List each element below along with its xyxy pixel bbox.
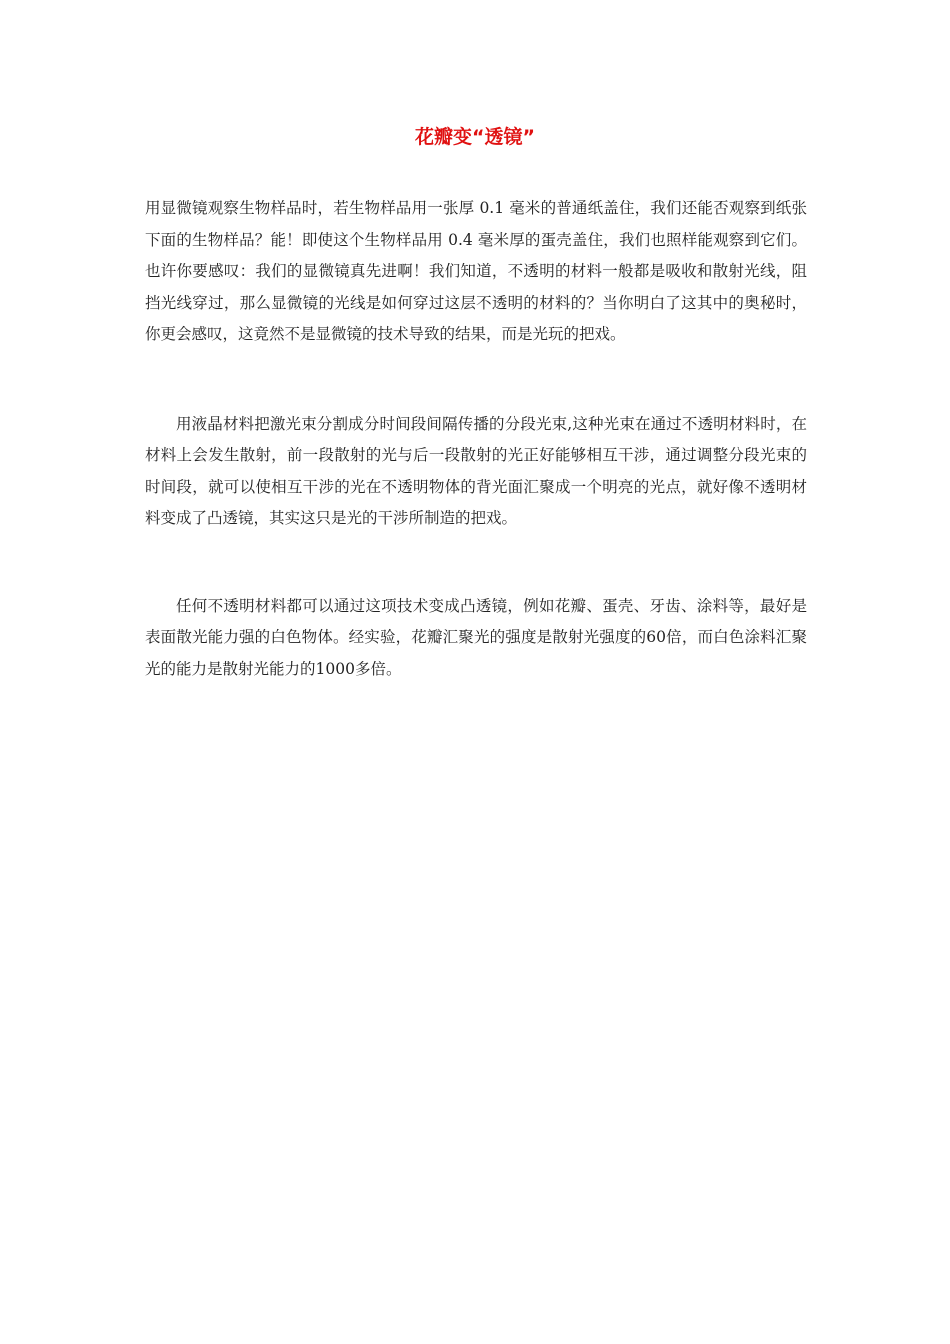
paragraph-1: 用显微镜观察生物样品时，若生物样品用一张厚 0.1 毫米的普通纸盖住，我们还能否观察到纸张下面的生物样品？能！即使这个生物样品用 0.4 毫米厚的蛋壳盖住，我们也照样能观察到它们。也许你要感叹：我们的显微镜真先进啊！我们知道，不透明的材料一般都是吸收和散射光线，阻挡光线穿过，那么显微镜的光线是如何穿过这层不透明的材料的？当你明白了这其中的奥秘时，你更会感叹，这竟然不是显微镜的技术导致的结果，而是光玩的把戏。 xyxy=(145,199,807,343)
paragraph-2: 用液晶材料把激光束分割成分时间段间隔传播的分段光束,这种光束在通过不透明材料时，在材料上会发生散射，前一段散射的光与后一段散射的光正好能够相互干涉，通过调整分段光束的时间段，就可以使相互干涉的光在不透明物体的背光面汇聚成一个明亮的光点，就好像不透明材料变成了凸透镜，其实这只是光的干涉所制造的把戏。 xyxy=(145,414,807,527)
document-title: 花瓣变“透镜” xyxy=(415,126,535,148)
paragraph-3: 任何不透明材料都可以通过这项技术变成凸透镜，例如花瓣、蛋壳、牙齿、涂料等，最好是表面散光能力强的白色物体。经实验，花瓣汇聚光的强度是散射光强度的60倍，而白色涂料汇聚光的能力是散射光能力的1000多倍。 xyxy=(145,596,807,678)
document-body xyxy=(145,193,807,685)
